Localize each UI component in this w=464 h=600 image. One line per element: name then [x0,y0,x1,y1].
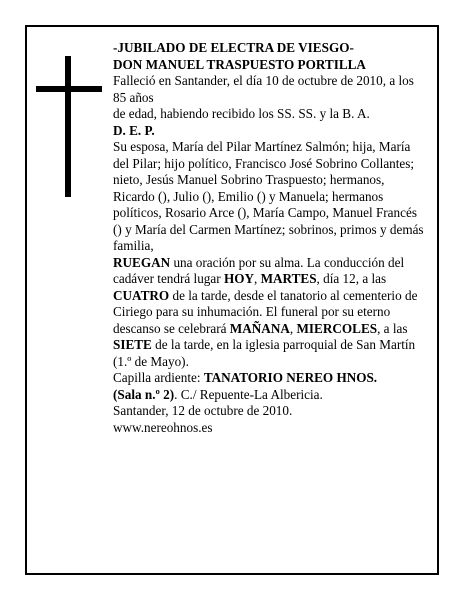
hoy-label: HOY [223,271,254,286]
chapel-sala: (Sala n.º 2) [113,386,175,402]
cuatro-label: CUATRO [113,287,170,303]
cross-vertical-bar [65,56,71,197]
death-line-2: de edad, habiendo recibido los SS. SS. y la B. A. [113,106,370,121]
siete-label: SIETE [113,337,152,352]
deceased-name: DON MANUEL TRASPUESTO PORTILLA [113,56,366,72]
miercoles-label: MIERCOLES [296,320,378,336]
death-line-1: Falleció en Santander, el día 10 de octubre de 2010, a los 85 años [113,73,414,105]
date-place: Santander, 12 de octubre de 2010. [113,403,293,418]
obituary-text [113,40,425,436]
dep-label: D. E. P. [113,122,155,138]
chapel-address-line: (Sala n.º 2). C./ Repuente-La Albericia. [113,386,323,402]
ruegan-label: RUEGAN [113,254,171,270]
request-paragraph: RUEGAN una oración por su alma. La conducción del cadáver tendrá lugar HOY, MARTES, día 12, a las CUATRO de la tarde, desde el tanatorio al cementerio de Ciriego para su inhumación. El funeral por su eterno descanso se celebrará MAÑANA, MIERCOLES, a las SIETE de la tarde, en la iglesia parroquial de San Martín (1.º de Mayo). [113,254,418,369]
header-line: -JUBILADO DE ELECTRA DE VIESGO- [113,40,354,55]
family-paragraph: Su esposa, María del Pilar Martínez Salmón; hija, María del Pilar; hijo político, Francisco José Sobrino Collantes; nieto, Jesús Manuel Sobrino Traspuesto; hermanos, Ricardo (), Julio (), Emilio () y Manuela; hermanos políticos, Rosario Arce (), María Campo, Manuel Francés () y María del Carmen Martínez; sobrinos, primos y demás familia, [113,139,424,253]
cross-horizontal-bar [36,86,102,92]
chapel-line: Capilla ardiente: TANATORIO NEREO HNOS. [113,370,378,385]
chapel-name: TANATORIO NEREO HNOS. [203,370,378,385]
martes-label: MARTES [260,271,317,286]
manana-label: MAÑANA [229,320,290,336]
website-link[interactable]: www.nereohnos.es [113,419,213,435]
